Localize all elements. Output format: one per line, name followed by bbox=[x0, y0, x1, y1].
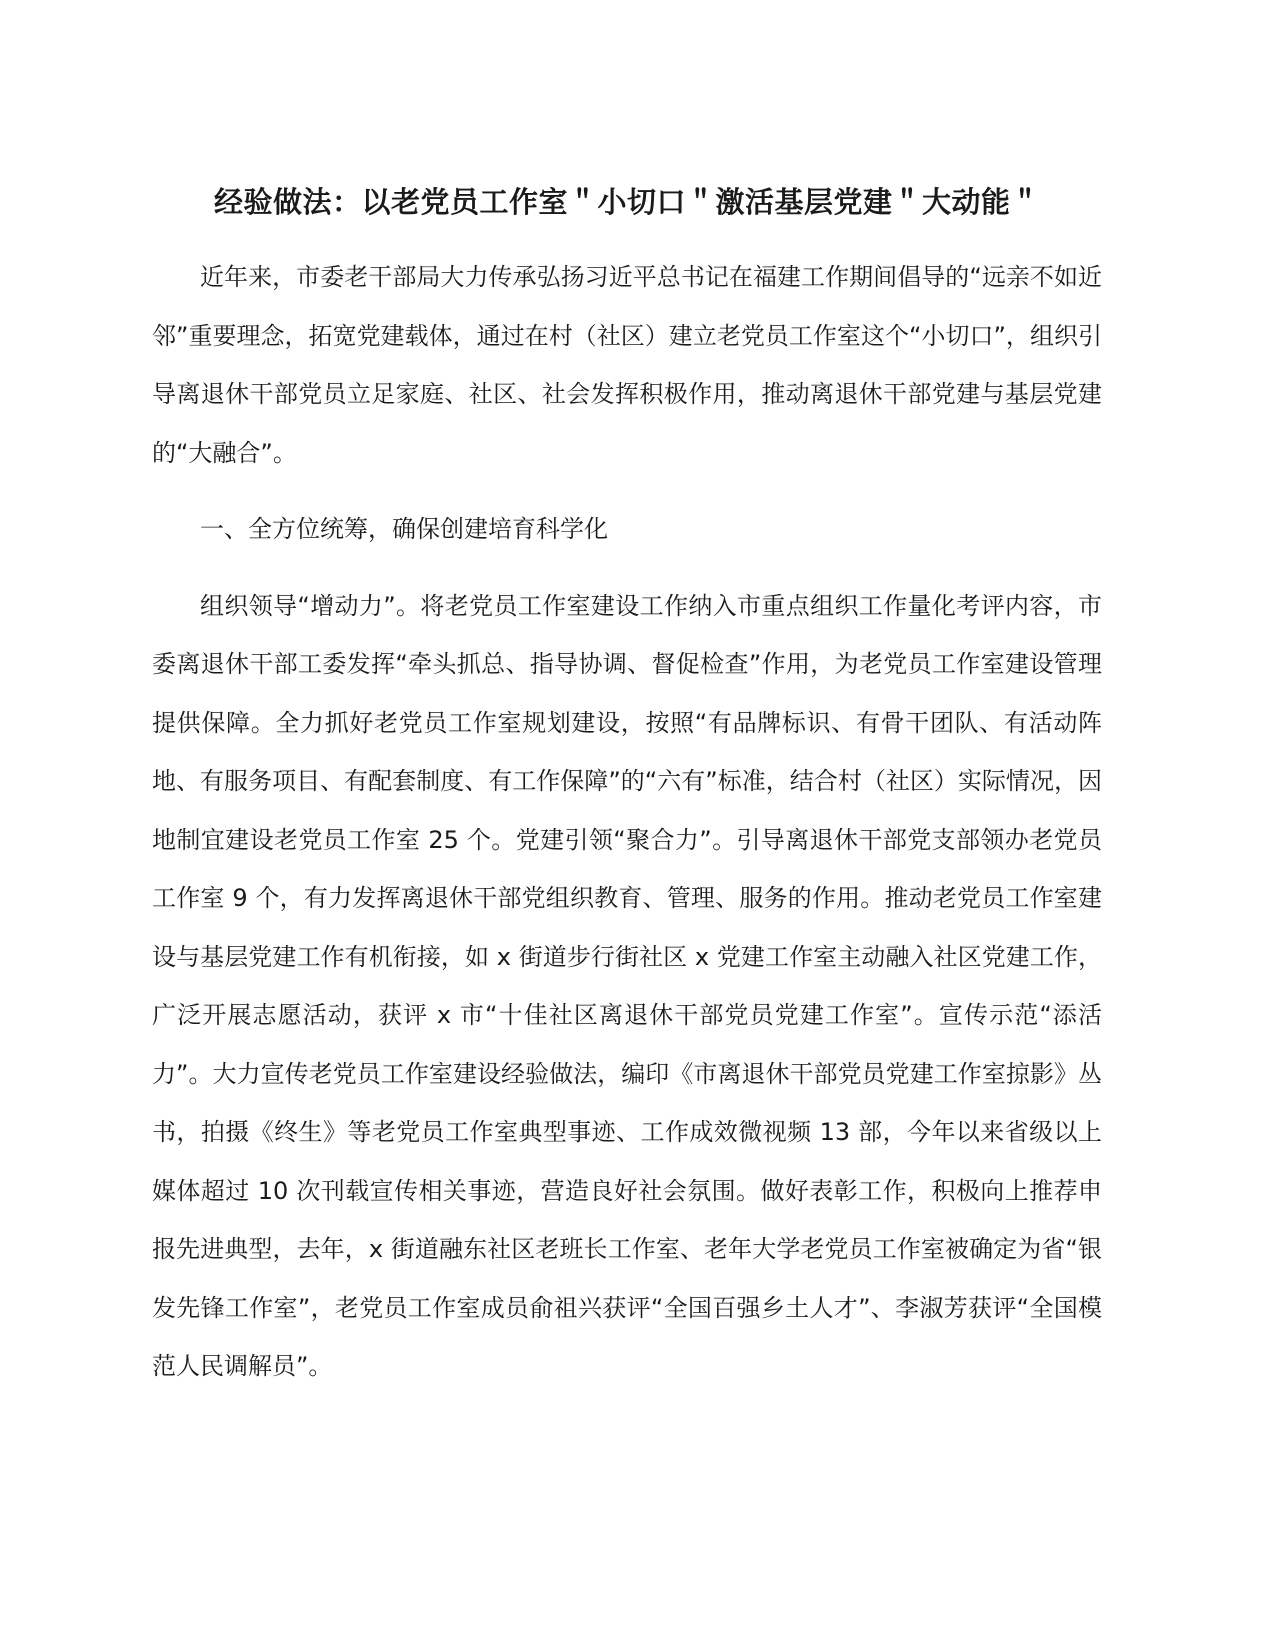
body-paragraph: 组织领导“增动力”。将老党员工作室建设工作纳入市重点组织工作量化考评内容，市委离退休干部工委发挥“牵头抓总、指导协调、督促检查”作用，为老党员工作室建设管理提供保障。全力抓好老党员工作室规划建设，按照“有品牌标识、有骨干团队、有活动阵地、有服务项目、有配套制度、有工作保障”的“六有”标准，结合村（社区）实际情况，因地制宜建设老党员工作室 25 个。党建引领“聚合力”。引导离退休干部党支部领办老党员工作室 9 个，有力发挥离退休干部党组织教育、管理、服务的作用。推动老党员工作室建设与基层党建工作有机衔接，如 x 街道步行街社区 x 党建工作室主动融入社区党建工作，广泛开展志愿活动，获评 x 市“十佳社区离退休干部党员党建工作室”。宣传示范“添活力”。大力宣传老党员工作室建设经验做法，编印《市离退休干部党员党建工作室掠影》丛书，拍摄《终生》等老党员工作室典型事迹、工作成效微视频 13 部，今年以来省级以上媒体超过 10 次刊载宣传相关事迹，营造良好社会氛围。做好表彰工作，积极向上推荐申报先进典型，去年，x 街道融东社区老班长工作室、老年大学老党员工作室被确定为省“银发先锋工作室”，老党员工作室成员俞祖兴获评“全国百强乡土人才”、李淑芳获评“全国模范人民调解员”。 bbox=[152, 591, 1102, 1380]
document-title: 经验做法：以老党员工作室＂小切口＂激活基层党建＂大动能＂ bbox=[213, 185, 1040, 219]
section-heading: 一、全方位统筹，确保创建培育科学化 bbox=[200, 515, 608, 543]
intro-paragraph: 近年来，市委老干部局大力传承弘扬习近平总书记在福建工作期间倡导的“远亲不如近邻”重要理念，拓宽党建载体，通过在村（社区）建立老党员工作室这个“小切口”，组织引导离退休干部党员立足家庭、社区、社会发挥积极作用，推动离退休干部党建与基层党建的“大融合”。 bbox=[152, 263, 1102, 467]
document-page bbox=[152, 178, 1102, 1396]
